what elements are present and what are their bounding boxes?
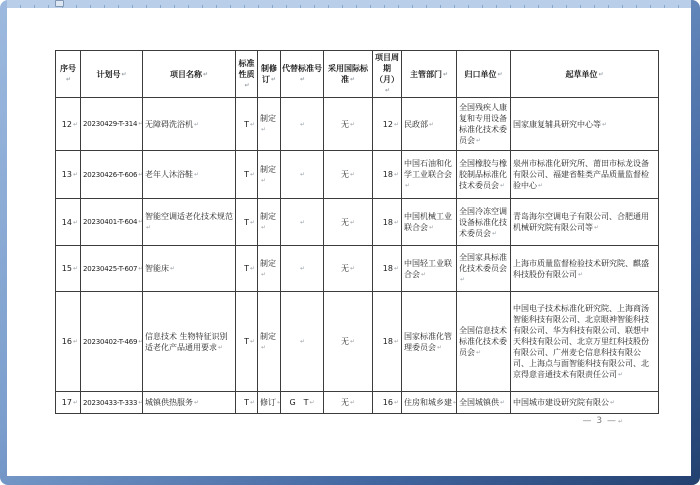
cell-value-replaced_std	[299, 120, 305, 129]
cell-value-replaced_std	[299, 337, 305, 346]
cell-project_name	[143, 98, 236, 151]
cell-seq	[56, 151, 81, 199]
cell-project_name	[143, 392, 236, 414]
cell-intl_std	[324, 98, 373, 151]
cell-dept	[402, 246, 457, 292]
header-label-drafting_unit: 起草单位 ↵	[565, 70, 603, 79]
cell-value-dept: 民政部 ↵	[404, 120, 434, 129]
cell-plan_no	[81, 98, 143, 151]
cell-value-seq: 17 ↵	[62, 398, 78, 407]
header-revision	[258, 51, 281, 98]
cell-value-period: 12 ↵	[383, 120, 399, 129]
cell-drafting_unit	[511, 292, 659, 392]
cell-value-seq: 15 ↵	[62, 264, 78, 273]
cell-value-drafting_unit: 青岛海尔空调电子有限公司、合肥通用机械研究院有限公司等 ↵	[513, 212, 649, 232]
cell-dept	[402, 292, 457, 392]
cell-value-drafting_unit: 国家康复辅具研究中心等 ↵	[513, 120, 607, 129]
document-page	[7, 8, 691, 476]
cell-value-std_nature: T ↵	[244, 218, 255, 227]
header-std_nature	[236, 51, 258, 98]
cell-value-replaced_std	[299, 218, 305, 227]
header-project_name	[143, 51, 236, 98]
cell-centralized_unit	[457, 392, 511, 414]
cell-drafting_unit	[511, 392, 659, 414]
cell-centralized_unit	[457, 199, 511, 246]
cell-value-std_nature: T ↵	[244, 398, 255, 407]
cell-value-centralized_unit: 全国橡胶与橡胶制品标准化技术委员会 ↵	[459, 159, 507, 190]
cell-drafting_unit	[511, 246, 659, 292]
cell-value-dept: 中国机械工业联合会 ↵	[404, 212, 452, 232]
cell-period	[373, 98, 402, 151]
cell-value-std_nature: T ↵	[244, 170, 255, 179]
ruler	[7, 0, 691, 8]
cell-dept	[402, 151, 457, 199]
cell-project_name	[143, 292, 236, 392]
cell-replaced_std	[281, 392, 324, 414]
cell-value-plan_no: 20230402-T-469 ↵	[83, 338, 143, 346]
cell-replaced_std	[281, 246, 324, 292]
cell-intl_std	[324, 392, 373, 414]
cell-value-replaced_std	[299, 264, 305, 273]
cell-value-period: 16 ↵	[383, 398, 399, 407]
cell-value-dept: 国家标准化管理委员会 ↵	[404, 332, 452, 352]
cell-std_nature	[236, 246, 258, 292]
cell-value-dept: 中国石油和化学工业联合会 ↵	[404, 159, 452, 190]
cell-intl_std	[324, 151, 373, 199]
cell-value-intl_std: 无 ↵	[341, 218, 355, 227]
cell-value-intl_std: 无 ↵	[341, 264, 355, 273]
cell-replaced_std	[281, 151, 324, 199]
table-row	[56, 246, 659, 292]
cell-dept	[402, 98, 457, 151]
cell-value-intl_std: 无 ↵	[341, 120, 355, 129]
header-label-centralized_unit: 归口单位 ↵	[464, 70, 502, 79]
cell-centralized_unit	[457, 151, 511, 199]
cell-drafting_unit	[511, 98, 659, 151]
cell-value-project_name: 智能空调适老化技术规范 ↵	[145, 212, 233, 232]
cell-seq	[56, 292, 81, 392]
cell-intl_std	[324, 246, 373, 292]
header-seq	[56, 51, 81, 98]
header-label-plan_no: 计划号 ↵	[96, 70, 126, 79]
header-period	[373, 51, 402, 98]
cell-centralized_unit	[457, 246, 511, 292]
cell-value-std_nature: T ↵	[244, 337, 255, 346]
ruler-table-handle-icon	[55, 0, 64, 7]
header-dept	[402, 51, 457, 98]
cell-seq	[56, 246, 81, 292]
cell-period	[373, 151, 402, 199]
cell-value-project_name: 城镇供热服务 ↵	[145, 398, 199, 407]
cell-value-std_nature: T ↵	[244, 120, 255, 129]
cell-revision	[258, 151, 281, 199]
cell-value-dept: 住房和城乡建 ↵	[404, 398, 457, 407]
cell-value-revision: 制定 ↵	[260, 165, 276, 185]
table-row	[56, 199, 659, 246]
cell-intl_std	[324, 199, 373, 246]
table-row	[56, 98, 659, 151]
cell-project_name	[143, 151, 236, 199]
cell-dept	[402, 199, 457, 246]
table-row	[56, 292, 659, 392]
cell-value-plan_no: 20230425-T-607 ↵	[83, 265, 143, 273]
header-label-std_nature: 标准性质 ↵	[239, 59, 255, 90]
cell-value-centralized_unit: 全国信息技术标准化技术委员会 ↵	[459, 326, 507, 357]
cell-value-seq: 14 ↵	[62, 218, 78, 227]
header-label-period: 项目周期（月） ↵	[375, 53, 399, 95]
cell-period	[373, 199, 402, 246]
cell-value-plan_no: 20230401-T-604 ↵	[83, 218, 143, 226]
cell-value-intl_std: 无 ↵	[341, 337, 355, 346]
header-label-replaced_std: 代替标准号 ↵	[282, 64, 322, 84]
cell-value-revision: 制定 ↵	[260, 332, 276, 352]
cell-std_nature	[236, 151, 258, 199]
cell-value-centralized_unit: 全国冷冻空调设备标准化技术委员会 ↵	[459, 207, 507, 238]
cell-value-project_name: 无障碍洗浴机 ↵	[145, 120, 199, 129]
cell-seq	[56, 98, 81, 151]
table-row	[56, 392, 659, 414]
cell-value-project_name: 信息技术 生物特征识别适老化产品通用要求 ↵	[145, 332, 228, 352]
cell-revision	[258, 199, 281, 246]
cell-value-replaced_std: G T ↵	[289, 398, 314, 407]
cell-period	[373, 246, 402, 292]
cell-plan_no	[81, 392, 143, 414]
cell-value-seq: 13 ↵	[62, 170, 78, 179]
cell-value-centralized_unit: 全国城镇供 ↵	[459, 398, 505, 407]
header-label-dept: 主管部门 ↵	[410, 70, 448, 79]
cell-value-project_name: 老年人沐浴鞋 ↵	[145, 170, 199, 179]
cell-value-drafting_unit: 中国电子技术标准化研究院、上海商汤智能科技有限公司、北京眼神智能科技有限公司、华为科技有限公司、联想中天科技有限公司、北京万里红科技股份有限公司、广州麦仑信息科技有限公司、上海点与面智能科技有限公司、北京得意音通技术有限责任公司 ↵	[513, 304, 649, 379]
cell-drafting_unit	[511, 151, 659, 199]
header-plan_no	[81, 51, 143, 98]
table-row	[56, 151, 659, 199]
cell-replaced_std	[281, 292, 324, 392]
cell-value-revision: 制定 ↵	[260, 259, 276, 279]
cell-centralized_unit	[457, 98, 511, 151]
header-replaced_std	[281, 51, 324, 98]
cell-value-seq: 16 ↵	[62, 337, 78, 346]
cell-period	[373, 292, 402, 392]
header-label-seq: 序号 ↵	[60, 64, 76, 84]
cell-value-std_nature: T ↵	[244, 264, 255, 273]
header-intl_std	[324, 51, 373, 98]
page-number-label: — 3 — ↵	[583, 416, 624, 426]
cell-std_nature	[236, 199, 258, 246]
cell-drafting_unit	[511, 199, 659, 246]
cell-period	[373, 392, 402, 414]
cell-value-drafting_unit: 上海市质量监督检验技术研究院、麒盛科技股份有限公司 ↵	[513, 259, 649, 279]
cell-value-period: 18 ↵	[383, 170, 399, 179]
cell-replaced_std	[281, 98, 324, 151]
header-label-project_name: 项目名称 ↵	[170, 70, 208, 79]
standards-plan-table	[55, 50, 659, 414]
cell-seq	[56, 199, 81, 246]
header-label-intl_std: 采用国际标准 ↵	[328, 64, 368, 84]
cell-value-plan_no: 20230426-T-606 ↵	[83, 171, 143, 179]
cell-value-dept: 中国轻工业联合会 ↵	[404, 259, 452, 279]
cell-value-revision: 修订 ↵	[260, 398, 281, 407]
page-number	[55, 416, 658, 426]
cell-std_nature	[236, 98, 258, 151]
cell-value-period: 18 ↵	[383, 218, 399, 227]
cell-value-seq: 12 ↵	[62, 120, 78, 129]
cell-value-plan_no: 20230429-T-314 ↵	[83, 120, 143, 128]
table-header-row	[56, 51, 659, 98]
cell-value-centralized_unit: 全国家具标准化技术委员会 ↵	[459, 253, 507, 284]
cell-plan_no	[81, 292, 143, 392]
cell-value-replaced_std	[299, 170, 305, 179]
cell-centralized_unit	[457, 292, 511, 392]
cell-value-project_name: 智能床 ↵	[145, 264, 175, 273]
cell-plan_no	[81, 151, 143, 199]
cell-revision	[258, 98, 281, 151]
cell-value-intl_std: 无 ↵	[341, 398, 355, 407]
cell-revision	[258, 292, 281, 392]
header-drafting_unit	[511, 51, 659, 98]
cell-plan_no	[81, 246, 143, 292]
cell-std_nature	[236, 392, 258, 414]
cell-value-plan_no: 20230433-T-333 ↵	[83, 399, 143, 407]
cell-value-period: 18 ↵	[383, 264, 399, 273]
cell-value-revision: 制定 ↵	[260, 114, 276, 134]
cell-value-drafting_unit: 泉州市标准化研究所、莆田市标龙设备有限公司、福建省鞋类产品质量监督检验中心 ↵	[513, 159, 649, 190]
cell-plan_no	[81, 199, 143, 246]
cell-value-intl_std: 无 ↵	[341, 170, 355, 179]
cell-replaced_std	[281, 199, 324, 246]
header-label-revision: 制修订 ↵	[261, 64, 277, 84]
cell-value-period: 18 ↵	[383, 337, 399, 346]
cell-value-centralized_unit: 全国残疾人康复和专用设备标准化技术委员会 ↵	[459, 103, 507, 145]
cell-std_nature	[236, 292, 258, 392]
cell-project_name	[143, 246, 236, 292]
cell-dept	[402, 392, 457, 414]
cell-intl_std	[324, 292, 373, 392]
cell-value-revision: 制定 ↵	[260, 212, 276, 232]
cell-revision	[258, 392, 281, 414]
cell-revision	[258, 246, 281, 292]
header-centralized_unit	[457, 51, 511, 98]
cell-value-drafting_unit: 中国城市建设研究院有限公 ↵	[513, 398, 615, 407]
cell-project_name	[143, 199, 236, 246]
cell-seq	[56, 392, 81, 414]
